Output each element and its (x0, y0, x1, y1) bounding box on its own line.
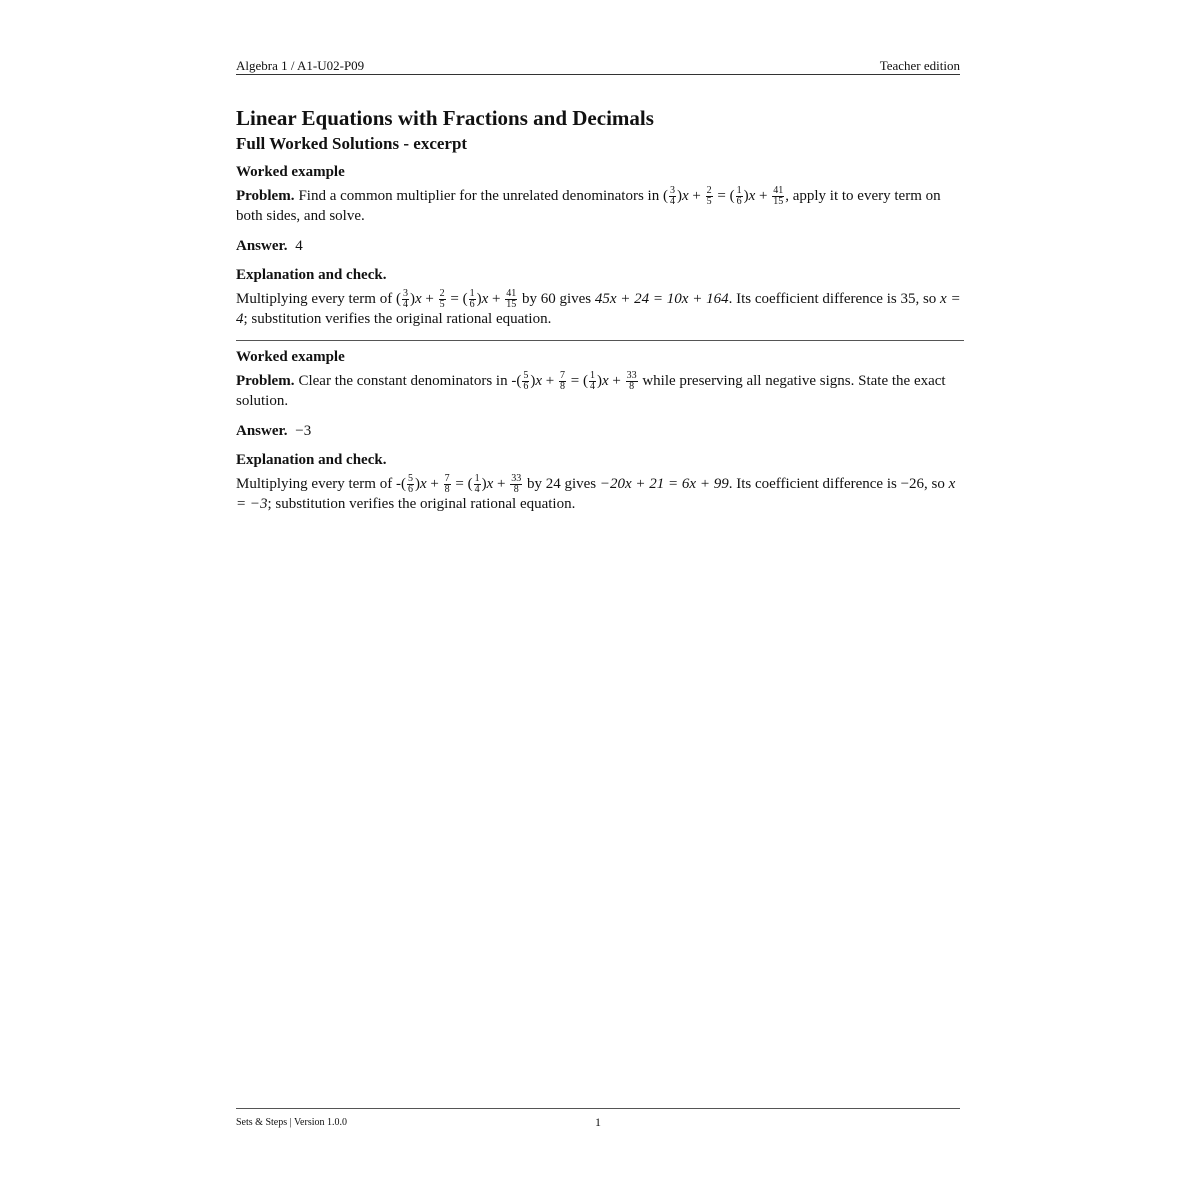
problem-text: Find a common multiplier for the unrelated denominators in (298, 187, 660, 204)
answer-label: Answer. (236, 423, 288, 439)
equation: -( $\frac{5}{6}$ )x + $\frac{7}{8}$ = ( $\frac{1}{4}$ )x + $\frac{33}{8}$ (395, 473, 522, 495)
answer-line (236, 422, 964, 440)
equation: ( $\frac{3}{4}$ )x + $\frac{2}{5}$ = ( $\frac{1}{6}$ )x + $\frac{41}{15}$ (662, 185, 784, 207)
answer-value: −3 (295, 423, 312, 439)
explanation-heading: Explanation and check. (236, 267, 387, 283)
fraction: $\frac{3}{4}$ (669, 185, 675, 207)
fraction: $\frac{3}{4}$ (402, 288, 408, 310)
fraction: $\frac{7}{8}$ (444, 473, 450, 495)
example-heading: Worked example (236, 164, 345, 180)
equation: -( $\frac{5}{6}$ )x + $\frac{7}{8}$ = ( $\frac{1}{4}$ )x + $\frac{33}{8}$ (511, 370, 637, 392)
problem-text: Clear the constant denominators in (298, 372, 508, 389)
explanation-heading: Explanation and check. (236, 452, 387, 468)
fraction: $\frac{5}{6}$ (407, 473, 413, 495)
problem-text-tail: while preserving all negative signs. State the exact solution. (236, 372, 946, 409)
page-footer (236, 1108, 960, 1129)
example-heading: Worked example (236, 349, 345, 365)
worked-example (236, 162, 964, 328)
problem-statement (236, 371, 964, 410)
fraction: $\frac{33}{8}$ (511, 473, 522, 495)
footer-label: Sets & Steps | Version 1.0.0 (236, 1117, 347, 1128)
problem-label: Problem. (236, 187, 295, 204)
page-number: 1 (595, 1115, 601, 1129)
fraction: $\frac{1}{4}$ (474, 473, 480, 495)
problem-statement (236, 186, 964, 225)
fraction: $\frac{2}{5}$ (706, 185, 712, 207)
fraction: $\frac{7}{8}$ (559, 370, 565, 392)
explanation-text: Multiplying every term of -( $\frac{5}{6}$ )x + $\frac{7}{8}$ = ( $\frac{1}{4}$ )x + $\frac{33}{8}$ by 24 gives −20x + 21 = 6x + 99. Its coefficient difference is −26, so x = −3; substitution verifies the original rational equation. (236, 473, 956, 512)
answer-label: Answer. (236, 238, 288, 254)
problem-label: Problem. (236, 372, 295, 389)
fraction: $\frac{1}{6}$ (469, 288, 475, 310)
fraction: $\frac{33}{8}$ (626, 370, 637, 392)
running-header (236, 58, 960, 75)
page-subtitle: Full Worked Solutions - excerpt (236, 134, 468, 153)
page-title: Linear Equations with Fractions and Decimals (236, 106, 654, 130)
edition-label: Teacher edition (879, 58, 960, 73)
explanation-text: Multiplying every term of ( $\frac{3}{4}$ )x + $\frac{2}{5}$ = ( $\frac{1}{6}$ )x + $\frac{41}{15}$ by 60 gives 45x + 24 = 10x + 164. Its coefficient difference is 35, so x = 4; substitution verifies the original rational equation. (236, 288, 961, 327)
coefficient-difference: 35 (900, 290, 916, 307)
fraction: $\frac{5}{6}$ (523, 370, 529, 392)
equation: ( $\frac{3}{4}$ )x + $\frac{2}{5}$ = ( $\frac{1}{6}$ )x + $\frac{41}{15}$ (395, 288, 517, 310)
section-divider (236, 340, 964, 341)
worked-example (236, 347, 964, 513)
problem-text-tail: , apply it to every term on both sides, and solve. (236, 187, 941, 224)
answer-value: 4 (295, 238, 303, 254)
fraction: $\frac{1}{6}$ (736, 185, 742, 207)
fraction: $\frac{2}{5}$ (439, 288, 445, 310)
fraction: $\frac{1}{4}$ (589, 370, 595, 392)
solution: x = −3 (236, 475, 956, 512)
fraction: $\frac{41}{15}$ (506, 288, 517, 310)
coefficient-difference: −26 (900, 475, 925, 492)
fraction: $\frac{41}{15}$ (773, 185, 784, 207)
solution: x = 4 (236, 290, 961, 327)
multiplier: 24 (545, 475, 561, 492)
cleared-equation: −20x + 21 = 6x + 99 (599, 475, 729, 492)
answer-line (236, 237, 964, 255)
document-body (236, 104, 964, 513)
multiplier: 60 (540, 290, 556, 307)
cleared-equation: 45x + 24 = 10x + 164 (594, 290, 729, 307)
course-label: Algebra 1 / A1-U02-P09 (236, 58, 365, 73)
